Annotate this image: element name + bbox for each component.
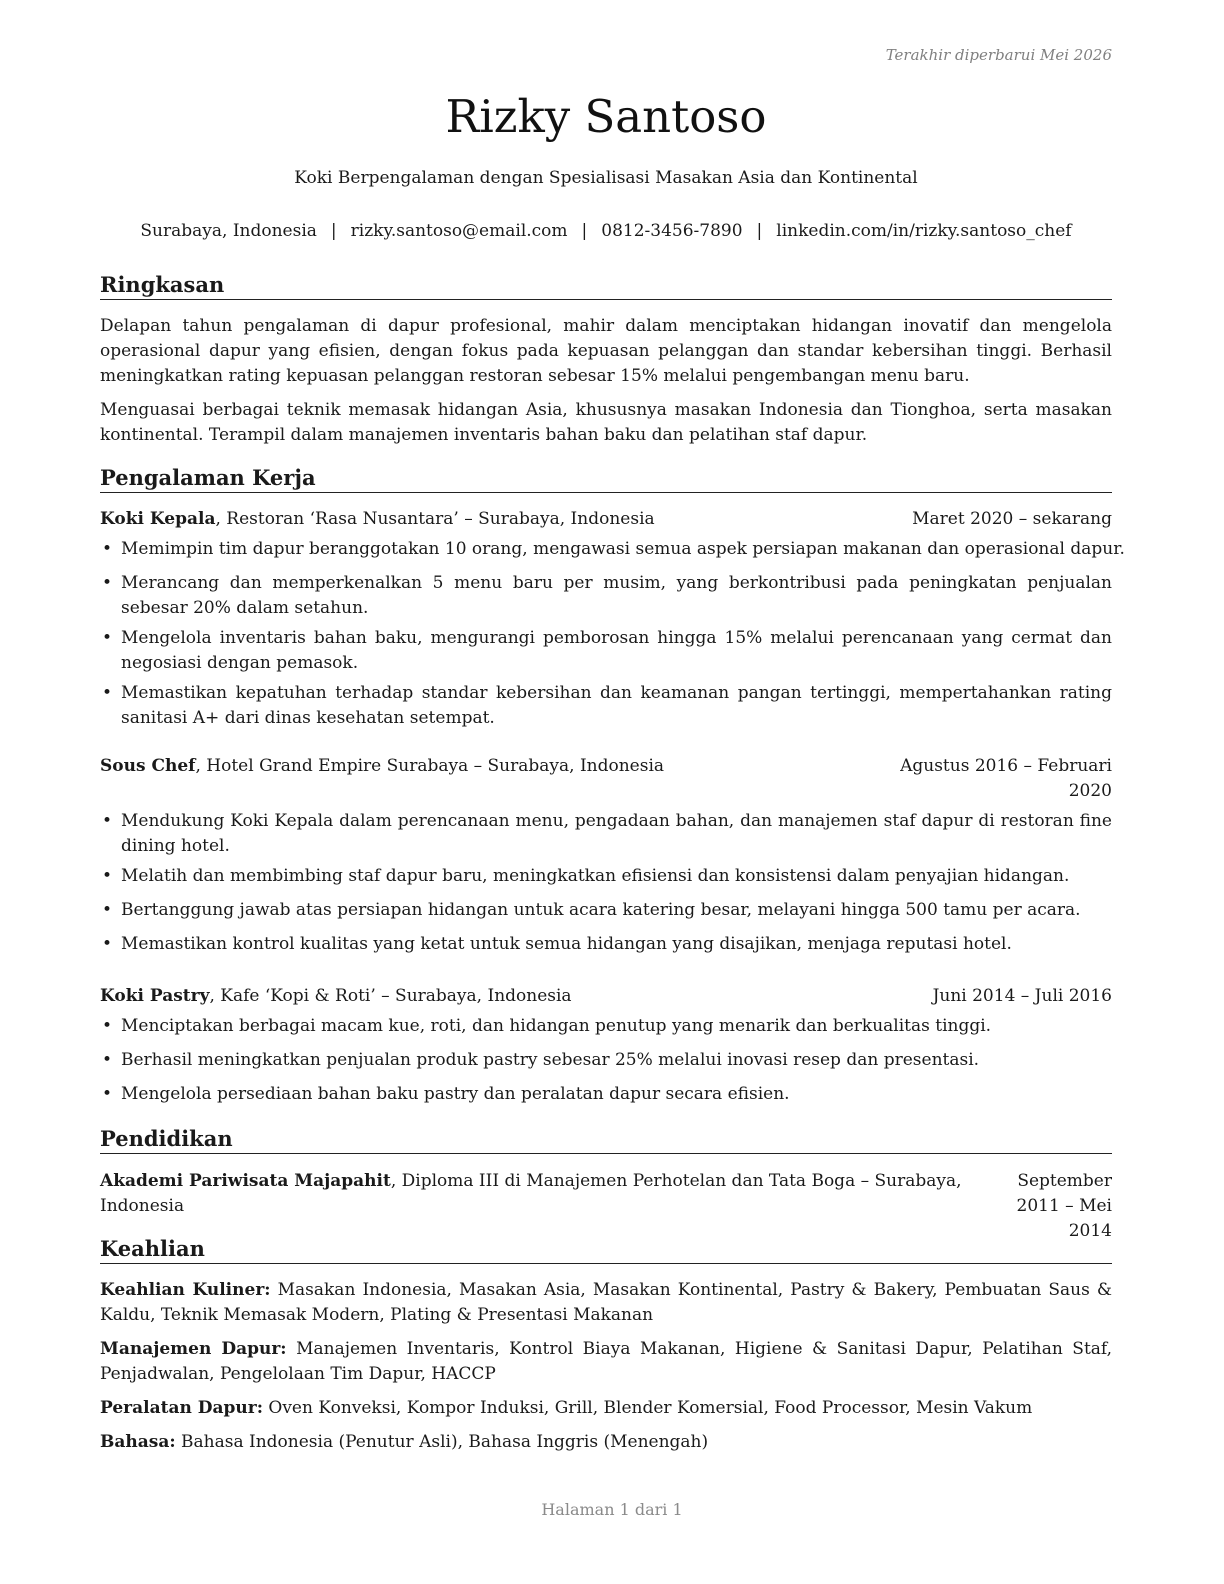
job-dates: Maret 2020 – sekarang [912, 509, 1112, 529]
skill-row [100, 1337, 1112, 1387]
skill-label: Bahasa: [100, 1432, 176, 1452]
section-title-education: Pendidikan [100, 1126, 1112, 1154]
skill-label: Manajemen Dapur: [100, 1339, 287, 1359]
job-place: , Restoran ‘Rasa Nusantara’ – Surabaya, Indonesia [215, 509, 655, 529]
job-entry [100, 507, 1125, 731]
job-bullets [100, 537, 1125, 731]
skill-row [100, 1396, 1112, 1421]
job-header [100, 507, 1112, 532]
job-entry [100, 754, 1112, 957]
job-bullets [100, 809, 1112, 957]
section-title-skills: Keahlian [100, 1236, 1112, 1264]
skill-value: Manajemen Inventaris, Kontrol Biaya Makanan, Higiene & Sanitasi Dapur, Pelatihan Staf, Penjadwalan, Pengelolaan Tim Dapur, HACCP [100, 1339, 1113, 1384]
summary-section [100, 314, 1112, 448]
section-title-experience: Pengalaman Kerja [100, 465, 1112, 493]
list-item: • Berhasil meningkatkan penjualan produk pastry sebesar 25% melalui inovasi resep dan presentasi. [100, 1048, 1112, 1073]
job-dates: Juni 2014 – Juli 2016 [932, 986, 1112, 1006]
job-role: Koki Kepala [100, 509, 216, 529]
job-entry [100, 984, 1112, 1107]
education-entry [100, 1169, 1112, 1241]
skill-value: Masakan Indonesia, Masakan Asia, Masakan Kontinental, Pastry & Bakery, Pembuatan Saus & Kaldu, Teknik Memasak Modern, Plating & Presentasi Makanan [100, 1280, 1112, 1325]
list-item: • Bertanggung jawab atas persiapan hidangan untuk acara katering besar, melayani hingga 500 tamu per acara. [100, 898, 1112, 923]
last-updated-note: Terakhir diperbarui Mei 2026 [885, 46, 1112, 64]
job-header [100, 984, 1112, 1009]
job-place: , Kafe ‘Kopi & Roti’ – Surabaya, Indonesia [209, 986, 572, 1006]
skill-label: Peralatan Dapur: [100, 1398, 263, 1418]
list-item: • Mengelola persediaan bahan baku pastry dan peralatan dapur secara efisien. [100, 1082, 1112, 1107]
page-number: Halaman 1 dari 1 [541, 1500, 683, 1519]
education-school: Akademi Pariwisata Majapahit [100, 1171, 391, 1191]
skill-row [100, 1278, 1112, 1328]
job-dates: Agustus 2016 – Februari 2020 [900, 756, 1112, 801]
job-role: Sous Chef [100, 756, 196, 776]
skill-row [100, 1430, 1112, 1455]
contact-location: Surabaya, Indonesia [140, 221, 317, 241]
section-title-summary: Ringkasan [100, 272, 1112, 300]
contact-line [100, 221, 1112, 241]
list-item: • Merancang dan memperkenalkan 5 menu baru per musim, yang berkontribusi pada peningkatan penjualan sebesar 20% dalam setahun. [100, 571, 1112, 621]
job-place: , Hotel Grand Empire Surabaya – Surabaya, Indonesia [195, 756, 665, 776]
contact-phone[interactable]: 0812-3456-7890 [601, 221, 743, 241]
contact-separator: | [756, 221, 763, 241]
contact-separator: | [330, 221, 337, 241]
list-item: • Memimpin tim dapur beranggotakan 10 orang, mengawasi semua aspek persiapan makanan dan operasional dapur. [100, 537, 1112, 562]
summary-paragraph: Delapan tahun pengalaman di dapur profesional, mahir dalam menciptakan hidangan inovatif dan mengelola operasional dapur yang efisien, dengan fokus pada kepuasan pelanggan dan standar kebersihan tinggi. Berhasil meningkatkan rating kepuasan pelanggan restoran sebesar 15% melalui pengembangan menu baru. [100, 316, 1112, 386]
education-detail: , Diploma III di Manajemen Perhotelan dan Tata Boga – Surabaya, Indonesia [100, 1171, 962, 1216]
summary-paragraph: Menguasai berbagai teknik memasak hidangan Asia, khususnya masakan Indonesia dan Tionghoa, serta masakan kontinental. Terampil dalam manajemen inventaris bahan baku dan pelatihan staf dapur. [100, 400, 1112, 445]
job-role: Koki Pastry [100, 986, 210, 1006]
job-bullets [100, 1014, 1112, 1107]
skill-label: Keahlian Kuliner: [100, 1280, 271, 1300]
list-item: • Memastikan kepatuhan terhadap standar kebersihan dan keamanan pangan tertinggi, mempertahankan rating sanitasi A+ dari dinas kesehatan setempat. [100, 681, 1112, 731]
skill-value: Bahasa Indonesia (Penutur Asli), Bahasa Inggris (Menengah) [175, 1432, 709, 1452]
list-item: • Memastikan kontrol kualitas yang ketat untuk semua hidangan yang disajikan, menjaga reputasi hotel. [100, 932, 1112, 957]
list-item: • Menciptakan berbagai macam kue, roti, dan hidangan penutup yang menarik dan berkualitas tinggi. [100, 1014, 1112, 1039]
skill-value: Oven Konveksi, Kompor Induksi, Grill, Blender Komersial, Food Processor, Mesin Vakum [262, 1398, 1033, 1418]
job-header [100, 754, 1112, 804]
contact-email[interactable]: rizky.santoso@email.com [350, 221, 568, 241]
list-item: • Mendukung Koki Kepala dalam perencanaan menu, pengadaan bahan, dan manajemen staf dapur di restoran fine dining hotel. [100, 809, 1112, 859]
education-header [100, 1169, 1112, 1241]
education-dates: September 2011 – Mei 2014 [1016, 1171, 1112, 1241]
candidate-headline: Koki Berpengalaman dengan Spesialisasi Masakan Asia dan Kontinental [294, 168, 918, 188]
contact-separator: | [581, 221, 588, 241]
list-item: • Mengelola inventaris bahan baku, mengurangi pemborosan hingga 15% melalui perencanaan yang cermat dan negosiasi dengan pemasok. [100, 626, 1112, 676]
list-item: • Melatih dan membimbing staf dapur baru, meningkatkan efisiensi dan konsistensi dalam penyajian hidangan. [100, 864, 1112, 889]
skills-section [100, 1278, 1112, 1455]
contact-linkedin[interactable]: linkedin.com/in/rizky.santoso_chef [776, 221, 1072, 241]
candidate-name: Rizky Santoso [445, 90, 767, 143]
